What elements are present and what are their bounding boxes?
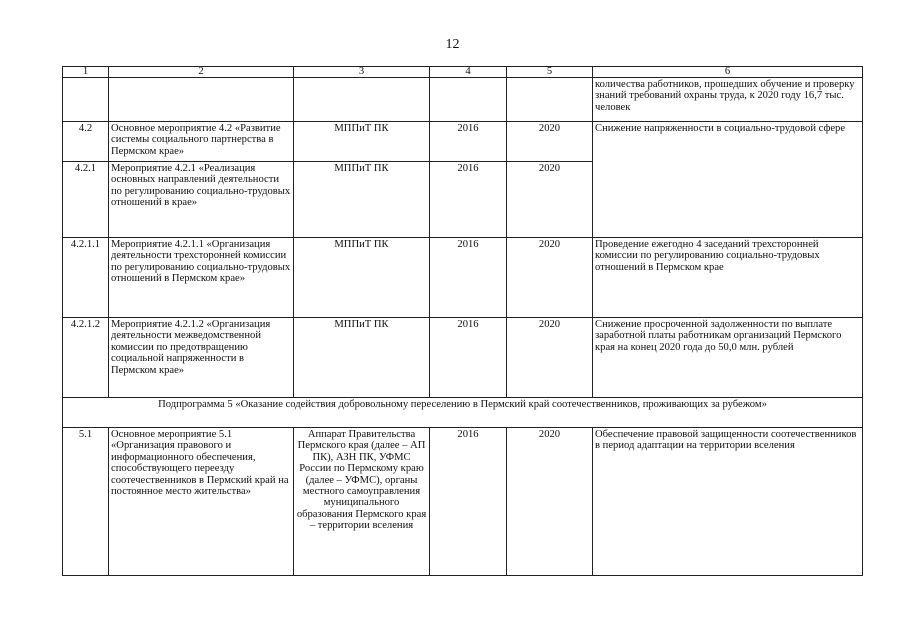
- row-number: 5.1: [63, 428, 109, 576]
- activity-name: Основное мероприятие 5.1 «Организация правового и информационного обеспечения, способствующего переезду соотечественников в Пермский край на постоянное место жительства»: [109, 428, 294, 576]
- subprogram-row: [63, 398, 863, 428]
- program-table: [62, 66, 863, 576]
- table-row: [63, 318, 863, 398]
- end-year: 2020: [507, 162, 593, 238]
- start-year: 2016: [430, 162, 507, 238]
- column-number: 6: [593, 67, 863, 78]
- table-row: [63, 162, 863, 238]
- executor: Аппарат Правительства Пермского края (далее – АП ПК), АЗН ПК, УФМС России по Пермскому краю (далее – УФМС), органы местного самоуправления муниципального образования Пермского края – территории вселения: [294, 428, 430, 576]
- column-number: 1: [63, 67, 109, 78]
- row-number: 4.2.1.2: [63, 318, 109, 398]
- result-cell: Снижение напряженности в социально-трудовой сфере: [593, 122, 863, 162]
- start-year: 2016: [430, 428, 507, 576]
- subprogram-title: Подпрограмма 5 «Оказание содействия добровольному переселению в Пермский край соотечественников, проживающих за рубежом»: [63, 398, 863, 428]
- column-number: 4: [430, 67, 507, 78]
- executor: МППиТ ПК: [294, 122, 430, 162]
- result-cell: количества работников, прошедших обучение и проверку знаний требований охраны труда, к 2020 году 16,7 тыс. человек: [593, 78, 863, 122]
- start-year: 2016: [430, 318, 507, 398]
- activity-name: Мероприятие 4.2.1.1 «Организация деятельности трехсторонней комиссии по регулированию социально-трудовых отношений в Пермском крае»: [109, 238, 294, 318]
- table-row-continued: [63, 78, 863, 122]
- result-cell: Проведение ежегодно 4 заседаний трехсторонней комиссии по регулированию социально-трудовых отношений в Пермском крае: [593, 238, 863, 318]
- table-row: [63, 428, 863, 576]
- column-number: 3: [294, 67, 430, 78]
- end-year: 2020: [507, 122, 593, 162]
- column-number: 2: [109, 67, 294, 78]
- executor: МППиТ ПК: [294, 238, 430, 318]
- page-number: 12: [445, 37, 460, 52]
- activity-name: Основное мероприятие 4.2 «Развитие системы социального партнерства в Пермском крае»: [109, 122, 294, 162]
- table-row: [63, 122, 863, 162]
- activity-name: Мероприятие 4.2.1 «Реализация основных направлений деятельности по регулированию социально-трудовых отношений в крае»: [109, 162, 294, 238]
- result-cell: Снижение просроченной задолженности по выплате заработной платы работникам организаций Пермского края на конец 2020 года до 50,0 млн. рублей: [593, 318, 863, 398]
- start-year: 2016: [430, 238, 507, 318]
- row-number: 4.2.1: [63, 162, 109, 238]
- activity-name: Мероприятие 4.2.1.2 «Организация деятельности межведомственной комиссии по предотвращению социальной напряженности в Пермском крае»: [109, 318, 294, 398]
- row-number: 4.2.1.1: [63, 238, 109, 318]
- end-year: 2020: [507, 238, 593, 318]
- executor: МППиТ ПК: [294, 162, 430, 238]
- row-number: 4.2: [63, 122, 109, 162]
- result-cell: Обеспечение правовой защищенности соотечественников в период адаптации на территории вселения: [593, 428, 863, 576]
- end-year: 2020: [507, 318, 593, 398]
- column-number: 5: [507, 67, 593, 78]
- end-year: 2020: [507, 428, 593, 576]
- table-row: [63, 238, 863, 318]
- column-number-row: [63, 67, 863, 78]
- executor: МППиТ ПК: [294, 318, 430, 398]
- start-year: 2016: [430, 122, 507, 162]
